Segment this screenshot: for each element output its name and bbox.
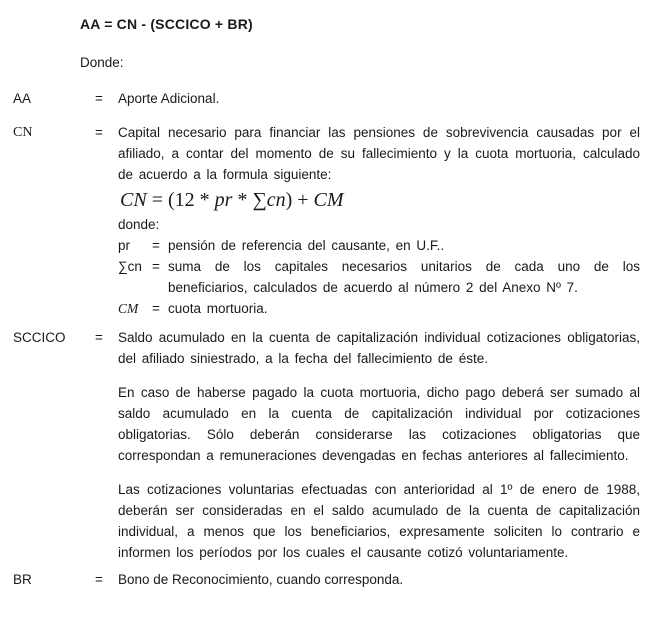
subdef-sigma-cn-equals: =: [152, 259, 160, 274]
cn-math-formula: [118, 185, 640, 214]
formula-cm: CM: [313, 189, 344, 211]
formula-rel: = (: [146, 189, 175, 211]
entry-br: [0, 569, 652, 590]
formula-cn-var: cn: [266, 189, 286, 211]
formula-coef: 12 *: [174, 189, 215, 211]
subdef-pr-term: pr: [118, 238, 131, 253]
formula-times: *: [232, 189, 253, 211]
definition-sccico: [118, 327, 640, 563]
donde-label: Donde:: [80, 55, 124, 70]
formula-pr: pr: [214, 189, 233, 211]
subdef-cm-term: CM: [118, 301, 139, 316]
subdef-pr: [118, 235, 640, 256]
definition-aa-text: Aporte Adicional.: [118, 91, 220, 106]
entry-sccico: [0, 327, 652, 563]
equals-sign-aa: =: [95, 91, 103, 106]
sigma-symbol: ∑: [252, 189, 267, 211]
subdef-cm-equals: =: [152, 301, 160, 316]
term-br: BR: [13, 572, 32, 587]
formula-lhs: CN: [120, 189, 147, 211]
definition-cn: [118, 122, 640, 319]
subdef-sigma-cn-definition: suma de los capitales necesarios unitarios de cada uno de los beneficiarios, calculados de acuerdo al número 2 del Anexo Nº 7.: [168, 259, 640, 295]
equals-sign-cn: =: [95, 125, 103, 140]
definitions-list: [0, 88, 652, 590]
subdef-cm-definition: cuota mortuoria.: [168, 301, 268, 316]
term-aa: AA: [13, 91, 32, 106]
definition-br: [118, 569, 640, 590]
subdef-cm: [118, 298, 640, 319]
entry-aa: [0, 88, 652, 109]
definition-cn-paragraph: Capital necesario para financiar las pensiones de sobrevivencia causadas por el afiliado, a contar del momento de su fallecimiento y la cuota mortuoria, calculado de acuerdo a la formula siguiente:: [118, 125, 640, 182]
subdef-sigma-cn: [118, 256, 640, 298]
sccico-paragraph-3: Las cotizaciones voluntarias efectuadas con anterioridad al 1º de enero de 1988, deberán ser consideradas en el saldo acumulado de la cuenta de capitalización individual, a menos que los beneficiarios, expresamente soliciten lo contrario e informen los períodos por los cuales el causante cotizó voluntariamente.: [118, 482, 640, 560]
equals-sign-sccico: =: [95, 330, 103, 345]
main-formula-heading: AA = CN - (SCCICO + BR): [80, 16, 253, 32]
entry-cn: [0, 122, 652, 319]
sccico-paragraph-2: En caso de haberse pagado la cuota mortuoria, dicho pago deberá ser sumado al saldo acumulado en la cuenta de capitalización individual por cotizaciones obligatorias. Sólo deberán considerarse las cotizaciones obligatorias que correspondan a remuneraciones devengadas en fechas anteriores al fallecimiento.: [118, 385, 640, 463]
equals-sign-br: =: [95, 572, 103, 587]
term-sccico: SCCICO: [13, 330, 66, 345]
term-cn: CN: [13, 125, 33, 140]
subdef-sigma-cn-term: ∑cn: [118, 259, 142, 274]
subdef-pr-definition: pensión de referencia del causante, en U.F..: [168, 238, 445, 253]
sccico-paragraph-1: Saldo acumulado en la cuenta de capitalización individual cotizaciones obligatorias, del afiliado siniestrado, a la fecha del fallecimiento de éste.: [118, 330, 640, 366]
definition-br-text: Bono de Reconocimiento, cuando corresponda.: [118, 572, 404, 587]
subdef-pr-equals: =: [152, 238, 160, 253]
cn-donde-label: donde:: [118, 217, 160, 232]
formula-close: ) +: [285, 189, 314, 211]
definition-aa: [118, 88, 640, 109]
